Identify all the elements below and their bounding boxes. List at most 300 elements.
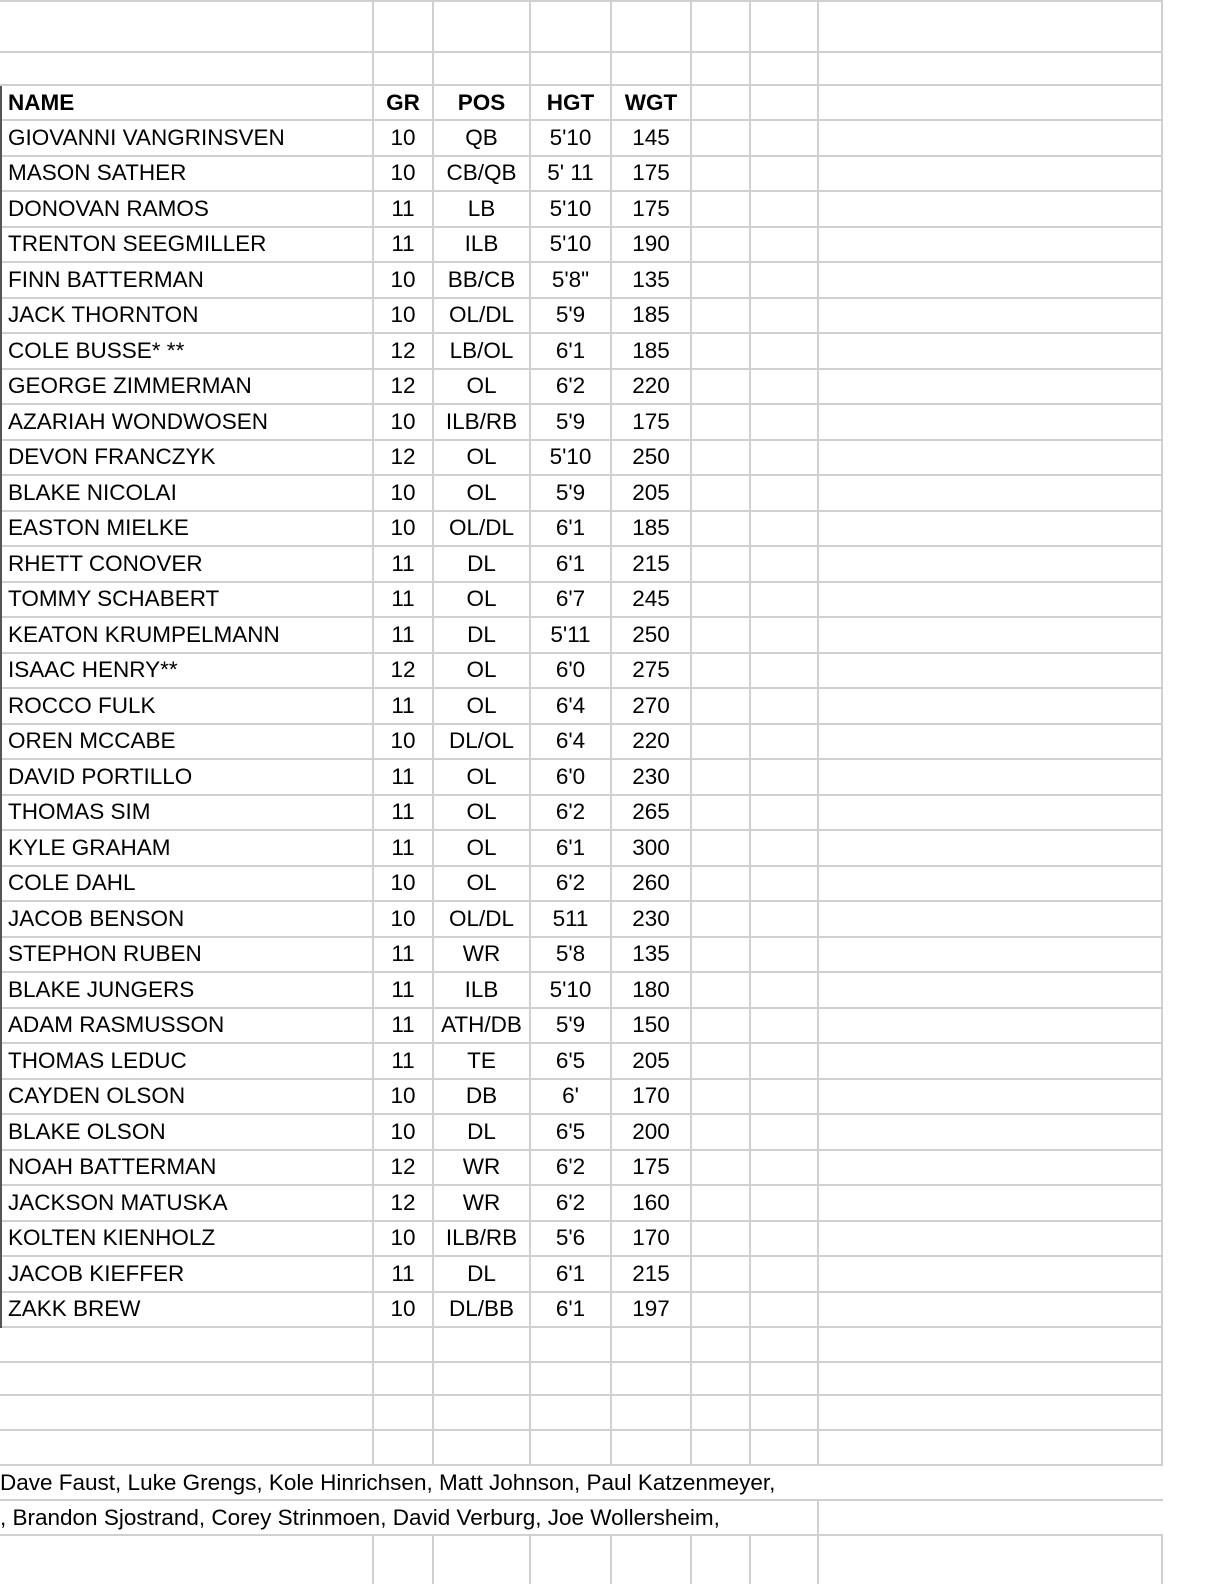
player-wgt[interactable]: 170 xyxy=(612,1222,692,1256)
column-header-name[interactable]: NAME xyxy=(0,86,374,119)
player-gr[interactable]: 12 xyxy=(374,334,434,368)
empty-cell[interactable] xyxy=(819,441,1163,475)
empty-cell[interactable] xyxy=(819,370,1163,404)
player-hgt[interactable]: 6'1 xyxy=(531,334,612,368)
empty-cell[interactable] xyxy=(819,1115,1163,1149)
player-name[interactable]: OREN MCCABE xyxy=(0,725,374,759)
player-name[interactable]: DONOVAN RAMOS xyxy=(0,192,374,226)
player-gr[interactable]: 10 xyxy=(374,1115,434,1149)
player-wgt[interactable]: 135 xyxy=(612,263,692,297)
player-wgt[interactable]: 175 xyxy=(612,405,692,439)
player-hgt[interactable]: 6'4 xyxy=(531,689,612,723)
player-name[interactable]: COLE DAHL xyxy=(0,867,374,901)
empty-cell[interactable] xyxy=(692,618,751,652)
empty-cell[interactable] xyxy=(434,1396,531,1429)
player-name[interactable]: ROCCO FULK xyxy=(0,689,374,723)
player-name[interactable]: ZAKK BREW xyxy=(0,1293,374,1327)
empty-cell[interactable] xyxy=(374,2,434,51)
player-gr[interactable]: 11 xyxy=(374,938,434,972)
empty-cell[interactable] xyxy=(0,1536,374,1584)
empty-cell[interactable] xyxy=(751,2,819,51)
empty-cell[interactable] xyxy=(819,796,1163,830)
empty-cell[interactable] xyxy=(612,1536,692,1584)
player-hgt[interactable]: 5'9 xyxy=(531,476,612,510)
player-wgt[interactable]: 215 xyxy=(612,547,692,581)
player-pos[interactable]: OL xyxy=(434,654,531,688)
empty-cell[interactable] xyxy=(819,938,1163,972)
player-wgt[interactable]: 135 xyxy=(612,938,692,972)
empty-cell[interactable] xyxy=(751,973,819,1007)
player-pos[interactable]: DL xyxy=(434,618,531,652)
empty-cell[interactable] xyxy=(751,1396,819,1429)
player-hgt[interactable]: 6'1 xyxy=(531,1257,612,1291)
player-name[interactable]: TOMMY SCHABERT xyxy=(0,583,374,617)
player-gr[interactable]: 11 xyxy=(374,973,434,1007)
column-header-pos[interactable]: POS xyxy=(434,86,531,119)
empty-cell[interactable] xyxy=(374,1363,434,1394)
empty-cell[interactable] xyxy=(819,157,1163,191)
player-gr[interactable]: 11 xyxy=(374,831,434,865)
empty-cell[interactable] xyxy=(692,228,751,262)
player-pos[interactable]: OL xyxy=(434,689,531,723)
empty-cell[interactable] xyxy=(751,583,819,617)
empty-cell[interactable] xyxy=(434,1431,531,1464)
player-wgt[interactable]: 145 xyxy=(612,121,692,155)
player-pos[interactable]: DB xyxy=(434,1080,531,1114)
empty-cell[interactable] xyxy=(531,2,612,51)
empty-cell[interactable] xyxy=(692,725,751,759)
empty-cell[interactable] xyxy=(692,1363,751,1394)
player-gr[interactable]: 10 xyxy=(374,476,434,510)
player-wgt[interactable]: 197 xyxy=(612,1293,692,1327)
empty-cell[interactable] xyxy=(692,1257,751,1291)
player-pos[interactable]: WR xyxy=(434,938,531,972)
empty-cell[interactable] xyxy=(692,1151,751,1185)
empty-cell[interactable] xyxy=(751,902,819,936)
player-name[interactable]: DAVID PORTILLO xyxy=(0,760,374,794)
empty-cell[interactable] xyxy=(819,760,1163,794)
player-name[interactable]: GEORGE ZIMMERMAN xyxy=(0,370,374,404)
player-pos[interactable]: OL xyxy=(434,476,531,510)
empty-cell[interactable] xyxy=(819,1009,1163,1043)
empty-cell[interactable] xyxy=(434,2,531,51)
player-name[interactable]: JACOB BENSON xyxy=(0,902,374,936)
player-hgt[interactable]: 5'10 xyxy=(531,192,612,226)
empty-cell[interactable] xyxy=(819,1363,1163,1394)
player-pos[interactable]: ILB xyxy=(434,228,531,262)
empty-cell[interactable] xyxy=(751,547,819,581)
player-hgt[interactable]: 5'11 xyxy=(531,618,612,652)
empty-cell[interactable] xyxy=(692,86,751,119)
empty-cell[interactable] xyxy=(692,1115,751,1149)
player-wgt[interactable]: 150 xyxy=(612,1009,692,1043)
empty-cell[interactable] xyxy=(692,1080,751,1114)
empty-cell[interactable] xyxy=(819,512,1163,546)
empty-cell[interactable] xyxy=(819,902,1163,936)
player-wgt[interactable]: 250 xyxy=(612,618,692,652)
player-pos[interactable]: QB xyxy=(434,121,531,155)
empty-cell[interactable] xyxy=(819,1396,1163,1429)
column-header-hgt[interactable]: HGT xyxy=(531,86,612,119)
player-gr[interactable]: 11 xyxy=(374,1044,434,1078)
empty-cell[interactable] xyxy=(751,831,819,865)
player-pos[interactable]: OL xyxy=(434,583,531,617)
player-pos[interactable]: OL/DL xyxy=(434,512,531,546)
player-hgt[interactable]: 5'6 xyxy=(531,1222,612,1256)
player-pos[interactable]: ATH/DB xyxy=(434,1009,531,1043)
player-pos[interactable]: TE xyxy=(434,1044,531,1078)
player-gr[interactable]: 11 xyxy=(374,228,434,262)
player-wgt[interactable]: 215 xyxy=(612,1257,692,1291)
player-gr[interactable]: 11 xyxy=(374,583,434,617)
player-hgt[interactable]: 5'10 xyxy=(531,973,612,1007)
player-wgt[interactable]: 175 xyxy=(612,157,692,191)
empty-cell[interactable] xyxy=(819,654,1163,688)
empty-cell[interactable] xyxy=(612,2,692,51)
empty-cell[interactable] xyxy=(819,1257,1163,1291)
player-wgt[interactable]: 175 xyxy=(612,1151,692,1185)
empty-cell[interactable] xyxy=(751,867,819,901)
empty-cell[interactable] xyxy=(612,53,692,84)
player-name[interactable]: BLAKE OLSON xyxy=(0,1115,374,1149)
player-pos[interactable]: WR xyxy=(434,1186,531,1220)
empty-cell[interactable] xyxy=(0,1396,374,1429)
player-gr[interactable]: 10 xyxy=(374,263,434,297)
player-pos[interactable]: OL xyxy=(434,831,531,865)
player-hgt[interactable]: 5'9 xyxy=(531,299,612,333)
player-pos[interactable]: DL xyxy=(434,547,531,581)
player-gr[interactable]: 10 xyxy=(374,725,434,759)
empty-cell[interactable] xyxy=(819,725,1163,759)
empty-cell[interactable] xyxy=(819,1431,1163,1464)
player-hgt[interactable]: 6'1 xyxy=(531,831,612,865)
empty-cell[interactable] xyxy=(819,2,1163,51)
player-gr[interactable]: 12 xyxy=(374,654,434,688)
empty-cell[interactable] xyxy=(692,831,751,865)
player-gr[interactable]: 11 xyxy=(374,192,434,226)
player-hgt[interactable]: 6'0 xyxy=(531,760,612,794)
empty-cell[interactable] xyxy=(434,1363,531,1394)
player-gr[interactable]: 10 xyxy=(374,299,434,333)
player-name[interactable]: THOMAS LEDUC xyxy=(0,1044,374,1078)
player-name[interactable]: BLAKE JUNGERS xyxy=(0,973,374,1007)
player-hgt[interactable]: 5'9 xyxy=(531,1009,612,1043)
empty-cell[interactable] xyxy=(692,938,751,972)
player-pos[interactable]: DL/OL xyxy=(434,725,531,759)
player-name[interactable]: ISAAC HENRY** xyxy=(0,654,374,688)
empty-cell[interactable] xyxy=(819,86,1163,119)
empty-cell[interactable] xyxy=(612,1396,692,1429)
empty-cell[interactable] xyxy=(819,53,1163,84)
empty-cell[interactable] xyxy=(819,583,1163,617)
player-pos[interactable]: ILB xyxy=(434,973,531,1007)
empty-cell[interactable] xyxy=(692,760,751,794)
player-pos[interactable]: DL xyxy=(434,1257,531,1291)
empty-cell[interactable] xyxy=(819,831,1163,865)
player-hgt[interactable]: 511 xyxy=(531,902,612,936)
empty-cell[interactable] xyxy=(751,334,819,368)
empty-cell[interactable] xyxy=(692,1328,751,1361)
player-wgt[interactable]: 275 xyxy=(612,654,692,688)
player-pos[interactable]: OL xyxy=(434,867,531,901)
player-name[interactable]: AZARIAH WONDWOSEN xyxy=(0,405,374,439)
empty-cell[interactable] xyxy=(819,547,1163,581)
player-wgt[interactable]: 185 xyxy=(612,334,692,368)
player-gr[interactable]: 12 xyxy=(374,1151,434,1185)
empty-cell[interactable] xyxy=(434,53,531,84)
empty-cell[interactable] xyxy=(692,1293,751,1327)
player-wgt[interactable]: 180 xyxy=(612,973,692,1007)
player-gr[interactable]: 11 xyxy=(374,618,434,652)
empty-cell[interactable] xyxy=(692,53,751,84)
player-name[interactable]: COLE BUSSE* ** xyxy=(0,334,374,368)
empty-cell[interactable] xyxy=(751,370,819,404)
player-name[interactable]: KOLTEN KIENHOLZ xyxy=(0,1222,374,1256)
player-gr[interactable]: 12 xyxy=(374,370,434,404)
player-hgt[interactable]: 5' 11 xyxy=(531,157,612,191)
empty-cell[interactable] xyxy=(751,618,819,652)
player-name[interactable]: KYLE GRAHAM xyxy=(0,831,374,865)
empty-cell[interactable] xyxy=(692,476,751,510)
empty-cell[interactable] xyxy=(819,1044,1163,1078)
player-wgt[interactable]: 205 xyxy=(612,1044,692,1078)
empty-cell[interactable] xyxy=(692,973,751,1007)
empty-cell[interactable] xyxy=(751,512,819,546)
empty-cell[interactable] xyxy=(751,1080,819,1114)
player-pos[interactable]: OL xyxy=(434,760,531,794)
empty-cell[interactable] xyxy=(374,1396,434,1429)
empty-cell[interactable] xyxy=(819,476,1163,510)
empty-cell[interactable] xyxy=(692,867,751,901)
empty-cell[interactable] xyxy=(751,1536,819,1584)
coaches-note-line1[interactable]: Dave Faust, Luke Grengs, Kole Hinrichsen, Matt Johnson, Paul Katzenmeyer, xyxy=(0,1466,777,1499)
player-gr[interactable]: 10 xyxy=(374,1293,434,1327)
player-wgt[interactable]: 300 xyxy=(612,831,692,865)
player-wgt[interactable]: 250 xyxy=(612,441,692,475)
empty-cell[interactable] xyxy=(692,547,751,581)
player-wgt[interactable]: 170 xyxy=(612,1080,692,1114)
player-wgt[interactable]: 220 xyxy=(612,725,692,759)
empty-cell[interactable] xyxy=(751,405,819,439)
empty-cell[interactable] xyxy=(374,1536,434,1584)
player-name[interactable]: EASTON MIELKE xyxy=(0,512,374,546)
player-pos[interactable]: CB/QB xyxy=(434,157,531,191)
player-wgt[interactable]: 230 xyxy=(612,902,692,936)
player-wgt[interactable]: 200 xyxy=(612,1115,692,1149)
empty-cell[interactable] xyxy=(751,1431,819,1464)
player-name[interactable]: THOMAS SIM xyxy=(0,796,374,830)
player-gr[interactable]: 11 xyxy=(374,1257,434,1291)
empty-cell[interactable] xyxy=(692,689,751,723)
empty-cell[interactable] xyxy=(692,405,751,439)
empty-cell[interactable] xyxy=(819,334,1163,368)
empty-cell[interactable] xyxy=(819,405,1163,439)
player-hgt[interactable]: 6'2 xyxy=(531,1151,612,1185)
empty-cell[interactable] xyxy=(374,1328,434,1361)
empty-cell[interactable] xyxy=(819,689,1163,723)
player-name[interactable]: RHETT CONOVER xyxy=(0,547,374,581)
empty-cell[interactable] xyxy=(692,512,751,546)
player-wgt[interactable]: 190 xyxy=(612,228,692,262)
empty-cell[interactable] xyxy=(531,1536,612,1584)
player-gr[interactable]: 12 xyxy=(374,1186,434,1220)
empty-cell[interactable] xyxy=(819,228,1163,262)
empty-cell[interactable] xyxy=(0,2,374,51)
empty-cell[interactable] xyxy=(692,2,751,51)
empty-cell[interactable] xyxy=(0,1328,374,1361)
player-gr[interactable]: 11 xyxy=(374,796,434,830)
player-name[interactable]: FINN BATTERMAN xyxy=(0,263,374,297)
player-gr[interactable]: 10 xyxy=(374,405,434,439)
player-gr[interactable]: 11 xyxy=(374,1009,434,1043)
empty-cell[interactable] xyxy=(819,1328,1163,1361)
empty-cell[interactable] xyxy=(819,1222,1163,1256)
player-gr[interactable]: 11 xyxy=(374,547,434,581)
player-hgt[interactable]: 6'5 xyxy=(531,1115,612,1149)
empty-cell[interactable] xyxy=(751,1115,819,1149)
player-gr[interactable]: 10 xyxy=(374,512,434,546)
empty-cell[interactable] xyxy=(612,1363,692,1394)
player-pos[interactable]: OL xyxy=(434,796,531,830)
player-wgt[interactable]: 230 xyxy=(612,760,692,794)
empty-cell[interactable] xyxy=(751,299,819,333)
coaches-note-line2[interactable]: , Brandon Sjostrand, Corey Strinmoen, David Verburg, Joe Wollersheim, xyxy=(0,1501,722,1534)
empty-cell[interactable] xyxy=(751,1293,819,1327)
player-gr[interactable]: 10 xyxy=(374,1222,434,1256)
empty-cell[interactable] xyxy=(531,53,612,84)
player-wgt[interactable]: 245 xyxy=(612,583,692,617)
column-header-wgt[interactable]: WGT xyxy=(612,86,692,119)
empty-cell[interactable] xyxy=(751,263,819,297)
empty-cell[interactable] xyxy=(692,1431,751,1464)
player-name[interactable]: TRENTON SEEGMILLER xyxy=(0,228,374,262)
empty-cell[interactable] xyxy=(434,1536,531,1584)
player-hgt[interactable]: 6'2 xyxy=(531,867,612,901)
empty-cell[interactable] xyxy=(751,121,819,155)
player-gr[interactable]: 10 xyxy=(374,157,434,191)
empty-cell[interactable] xyxy=(819,1293,1163,1327)
empty-cell[interactable] xyxy=(751,1044,819,1078)
empty-cell[interactable] xyxy=(692,192,751,226)
empty-cell[interactable] xyxy=(692,157,751,191)
player-hgt[interactable]: 5'10 xyxy=(531,121,612,155)
empty-cell[interactable] xyxy=(692,334,751,368)
empty-cell[interactable] xyxy=(819,299,1163,333)
empty-cell[interactable] xyxy=(692,1186,751,1220)
empty-cell[interactable] xyxy=(751,228,819,262)
player-name[interactable]: GIOVANNI VANGRINSVEN xyxy=(0,121,374,155)
player-pos[interactable]: LB/OL xyxy=(434,334,531,368)
player-name[interactable]: NOAH BATTERMAN xyxy=(0,1151,374,1185)
empty-cell[interactable] xyxy=(819,867,1163,901)
empty-cell[interactable] xyxy=(751,760,819,794)
empty-cell[interactable] xyxy=(819,1080,1163,1114)
player-pos[interactable]: LB xyxy=(434,192,531,226)
empty-cell[interactable] xyxy=(819,263,1163,297)
player-name[interactable]: BLAKE NICOLAI xyxy=(0,476,374,510)
player-pos[interactable]: OL xyxy=(434,370,531,404)
empty-cell[interactable] xyxy=(751,796,819,830)
empty-cell[interactable] xyxy=(751,53,819,84)
player-name[interactable]: DEVON FRANCZYK xyxy=(0,441,374,475)
player-wgt[interactable]: 265 xyxy=(612,796,692,830)
player-name[interactable]: JACKSON MATUSKA xyxy=(0,1186,374,1220)
player-hgt[interactable]: 6'7 xyxy=(531,583,612,617)
empty-cell[interactable] xyxy=(819,973,1163,1007)
empty-cell[interactable] xyxy=(531,1363,612,1394)
player-name[interactable]: JACOB KIEFFER xyxy=(0,1257,374,1291)
empty-cell[interactable] xyxy=(751,1257,819,1291)
empty-cell[interactable] xyxy=(692,370,751,404)
player-hgt[interactable]: 6'1 xyxy=(531,1293,612,1327)
player-wgt[interactable]: 270 xyxy=(612,689,692,723)
empty-cell[interactable] xyxy=(531,1396,612,1429)
empty-cell[interactable] xyxy=(751,441,819,475)
empty-cell[interactable] xyxy=(751,689,819,723)
empty-cell[interactable] xyxy=(692,263,751,297)
empty-cell[interactable] xyxy=(531,1328,612,1361)
empty-cell[interactable] xyxy=(819,1536,1163,1584)
empty-cell[interactable] xyxy=(819,618,1163,652)
player-hgt[interactable]: 6'2 xyxy=(531,1186,612,1220)
empty-cell[interactable] xyxy=(434,1328,531,1361)
empty-cell[interactable] xyxy=(0,1431,374,1464)
empty-cell[interactable] xyxy=(751,654,819,688)
empty-cell[interactable] xyxy=(692,121,751,155)
player-gr[interactable]: 10 xyxy=(374,902,434,936)
empty-cell[interactable] xyxy=(374,53,434,84)
player-name[interactable]: ADAM RASMUSSON xyxy=(0,1009,374,1043)
player-hgt[interactable]: 6'0 xyxy=(531,654,612,688)
player-pos[interactable]: ILB/RB xyxy=(434,1222,531,1256)
player-name[interactable]: JACK THORNTON xyxy=(0,299,374,333)
player-gr[interactable]: 12 xyxy=(374,441,434,475)
empty-cell[interactable] xyxy=(819,1186,1163,1220)
empty-cell[interactable] xyxy=(0,1363,374,1394)
empty-cell[interactable] xyxy=(692,1536,751,1584)
player-pos[interactable]: OL xyxy=(434,441,531,475)
player-gr[interactable]: 11 xyxy=(374,760,434,794)
empty-cell[interactable] xyxy=(751,938,819,972)
player-gr[interactable]: 10 xyxy=(374,867,434,901)
player-pos[interactable]: OL/DL xyxy=(434,902,531,936)
player-wgt[interactable]: 185 xyxy=(612,299,692,333)
empty-cell[interactable] xyxy=(751,725,819,759)
empty-cell[interactable] xyxy=(0,53,374,84)
player-hgt[interactable]: 6'2 xyxy=(531,370,612,404)
player-gr[interactable]: 11 xyxy=(374,689,434,723)
player-wgt[interactable]: 260 xyxy=(612,867,692,901)
empty-cell[interactable] xyxy=(819,192,1163,226)
empty-cell[interactable] xyxy=(692,902,751,936)
player-hgt[interactable]: 6'5 xyxy=(531,1044,612,1078)
empty-cell[interactable] xyxy=(692,1009,751,1043)
empty-cell[interactable] xyxy=(751,1222,819,1256)
empty-cell[interactable] xyxy=(751,86,819,119)
column-header-gr[interactable]: GR xyxy=(374,86,434,119)
player-name[interactable]: CAYDEN OLSON xyxy=(0,1080,374,1114)
player-name[interactable]: MASON SATHER xyxy=(0,157,374,191)
player-wgt[interactable]: 160 xyxy=(612,1186,692,1220)
empty-cell[interactable] xyxy=(374,1431,434,1464)
player-hgt[interactable]: 6'1 xyxy=(531,547,612,581)
empty-cell[interactable] xyxy=(751,1151,819,1185)
empty-cell[interactable] xyxy=(531,1431,612,1464)
empty-cell[interactable] xyxy=(819,1151,1163,1185)
player-name[interactable]: STEPHON RUBEN xyxy=(0,938,374,972)
empty-cell[interactable] xyxy=(612,1328,692,1361)
player-hgt[interactable]: 5'8" xyxy=(531,263,612,297)
